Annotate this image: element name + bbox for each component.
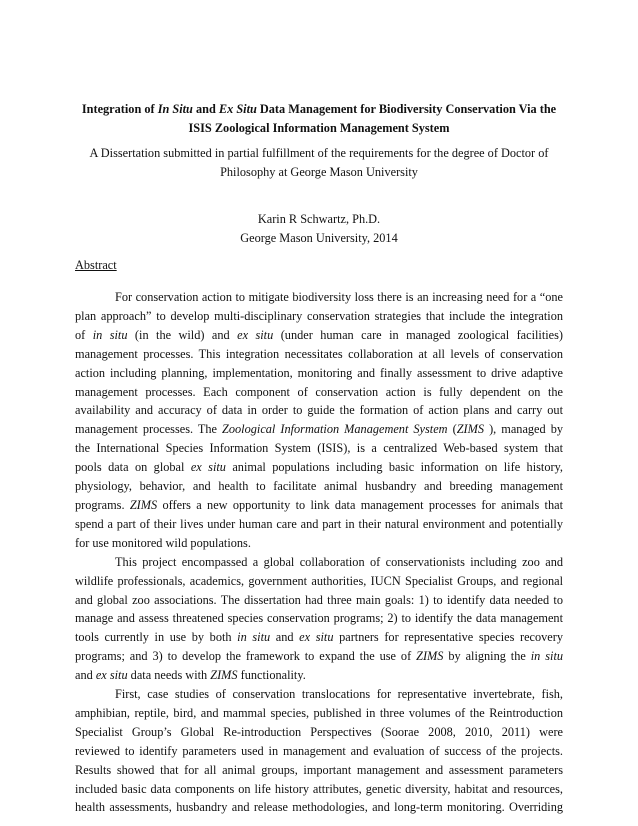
title-line-1: Integration of In Situ and Ex Situ Data Management for Biodiversity Conservation Via the (81, 102, 557, 116)
body-line: and ex situ data needs with ZIMS functionality. (75, 668, 306, 683)
body-line: amphibian, reptile, bird, and mammal species, published in three volumes of the Reintroduction (75, 705, 563, 720)
body-line: Specialist Group’s Global Re-introduction Perspectives (Soorae 2008, 2010, 2011) were (75, 724, 563, 739)
body-line: included basic data components on life history attributes, genetic diversity, habitat and resources, (75, 781, 563, 796)
body-line: physiology, behavior, and health to facilitate animal husbandry and breeding management (75, 479, 563, 494)
body-line: This project encompassed a global collaboration of conservationists including zoo and (115, 554, 563, 569)
body-line: of in situ (in the wild) and ex situ (under human care in managed zoological facilities) (75, 327, 564, 342)
body-line: spend a part of their lives under human care and part in their natural environment and potentially (75, 516, 563, 531)
dissertation-title (60, 100, 578, 137)
body-line: management processes. Each component of conservation action is fully dependent on the (75, 384, 563, 399)
author-block (60, 210, 578, 247)
subtitle-line-2: Philosophy at George Mason University (220, 164, 418, 179)
body-line: programs. ZIMS offers a new opportunity to link data management processes for animals that (75, 497, 563, 512)
body-line: manage and assess threatened species conservation programs; 2) to identify the data management (75, 611, 563, 626)
abstract-body (75, 288, 563, 817)
author-affiliation: George Mason University, 2014 (240, 230, 398, 245)
body-line: Results showed that for all animal groups, important management and assessment parameters (75, 762, 563, 777)
body-line: and global zoo associations. The dissertation had three main goals: 1) to identify data needed to (75, 592, 563, 607)
body-line: pools data on global ex situ animal populations including basic information on life history, (75, 460, 563, 475)
body-line: For conservation action to mitigate biodiversity loss there is an increasing need for a “one (115, 290, 563, 304)
body-line: First, case studies of conservation translocations for representative invertebrate, fish, (115, 687, 563, 702)
body-line: the International Species Information System (ISIS), is a centralized Web-based system that (75, 441, 563, 456)
body-line: availability and accuracy of data in order to guide the formation of action plans and carry out (75, 403, 563, 418)
body-line: for use monitored wild populations. (75, 535, 251, 550)
author-name: Karin R Schwartz, Ph.D. (257, 212, 381, 226)
body-line: tools currently in use by both in situ and ex situ partners for representative species recovery (75, 630, 564, 645)
title-line-2: ISIS Zoological Information Management System (188, 120, 450, 135)
body-line: programs; and 3) to develop the framework to expand the use of ZIMS by aligning the in situ (75, 649, 564, 664)
body-line: plan approach” to develop multi-disciplinary conservation strategies that include the integration (75, 308, 563, 323)
body-line: management processes. This integration necessitates collaboration at all levels of conservation (75, 346, 563, 361)
body-line: health assessments, husbandry and release methodologies, and long-term monitoring. Overriding (75, 800, 563, 815)
subtitle-line-1: A Dissertation submitted in partial fulfillment of the requirements for the degree of Doctor of (89, 146, 549, 160)
body-line: action including planning, implementation, monitoring and finally assessment to drive adaptive (75, 365, 563, 380)
body-line: reviewed to identify parameters used in management and evaluation of success of the projects. (75, 743, 563, 758)
abstract-heading: Abstract (75, 258, 117, 272)
body-line: management processes. The Zoological Information Management System (ZIMS ), managed by (75, 422, 564, 437)
body-line: wildlife professionals, academics, government authorities, IUCN Specialist Groups, and regional (75, 573, 563, 588)
dissertation-subtitle (60, 144, 578, 181)
